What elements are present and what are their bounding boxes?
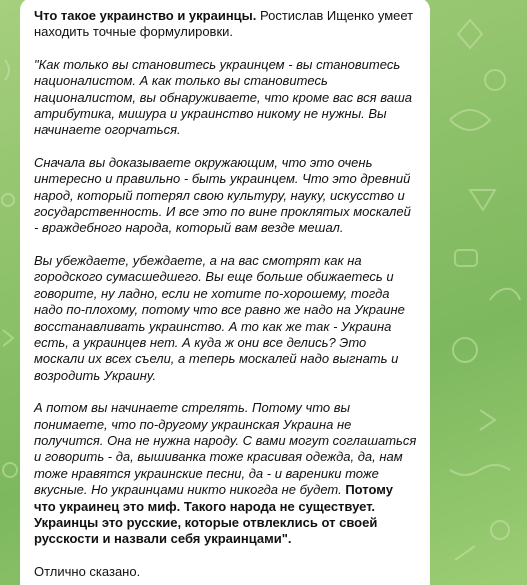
quote-paragraph-4 [34,400,418,548]
quote-paragraph-2: Сначала вы доказываете окружающим, что это очень интересно и правильно - быть украинцем. Что это древний народ, который потерял свою культуру, науку, искусство и государственность. И все это по вине проклятых москалей - враждебного народа, который вам везде мешал. [34,154,411,236]
message-closing: Отлично сказано. [34,563,141,579]
message-lead-text: Ростислав Ищенко умеет находить точные формулировки. [34,8,414,40]
quote-paragraph-4-bold: Потому что украинец это миф. Такого народа не существует. Украинцы это русские, которые отвлеклись от своей русскости и назвали себя украинцами". [34,482,393,547]
message-lead [34,8,418,41]
message-bubble[interactable] [20,0,430,585]
quote-paragraph-4-italic: А потом вы начинаете стрелять. Потому что вы понимаете, что по-другому украинская Украина не получится. Она не нужна народу. С вами могут соглашаться и говорить - да, вышиванка тоже красивая одежда, да, нам тоже нравятся украинские песни, да - и вареники тоже вкусные. Но украинцами никто никогда не будет. [34,400,417,498]
quote-paragraph-3: Вы убеждаете, убеждаете, а на вас смотрят как на городского сумасшедшего. Вы еще больше обижаетесь и говорите, ну ладно, если не хотите по-хорошему, тогда надо по-плохому, потому что все равно же надо на Украине восстанавливать украинство. А то как же так - Украина есть, а украинцев нет. А куда ж они все делись? Это москали их всех съели, а теперь москалей надо выгнать и возродить Украину. [34,252,405,383]
quote-paragraph-1: "Как только вы становитесь украинцем - вы становитесь националистом. А как только вы становитесь националистом, вы обнаруживаете, что кроме вас вся ваша атрибутика, мишура и украинство никому не нужны. Вы начинаете огорчаться. [34,56,412,138]
message-lead-bold: Что такое украинство и украинцы. [34,8,257,23]
